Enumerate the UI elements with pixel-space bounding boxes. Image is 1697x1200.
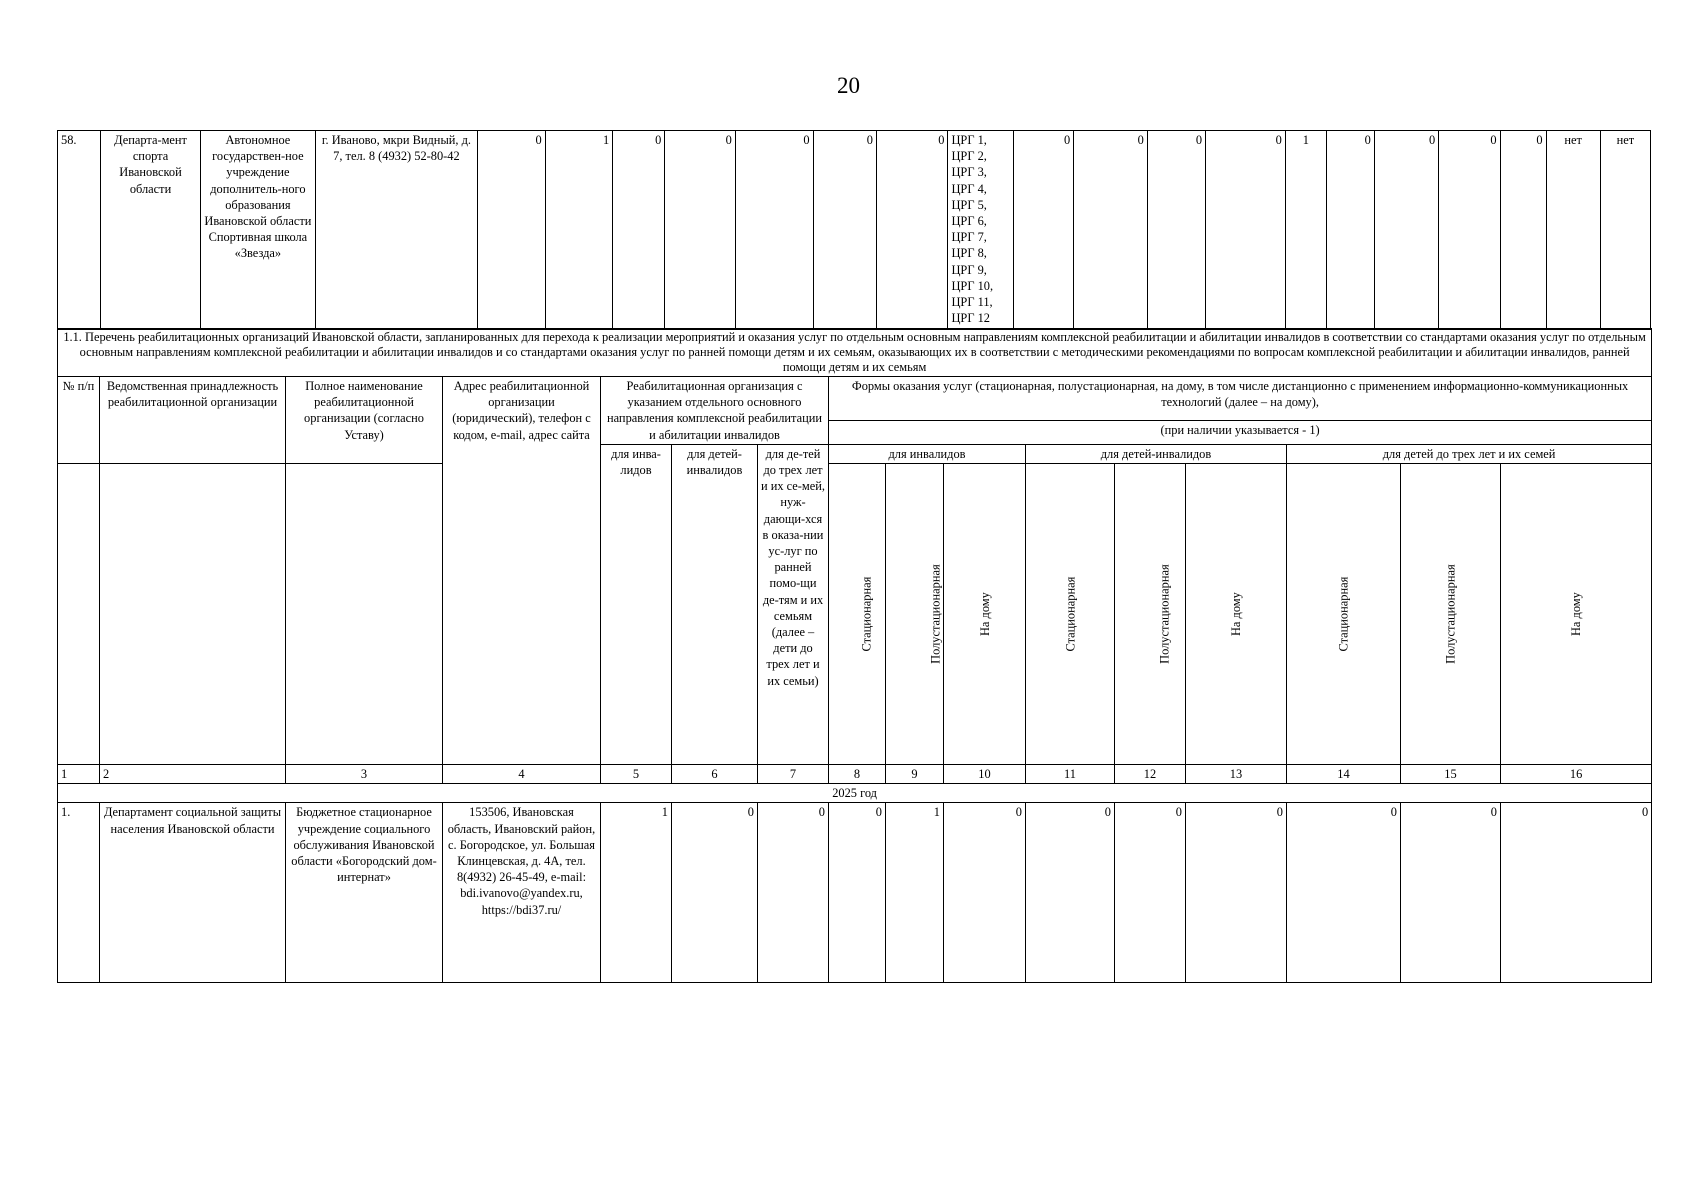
value-cell: 0 [1186,803,1287,983]
continuation-table [57,130,1651,330]
value-cell: 0 [758,803,829,983]
table-row [58,131,1651,330]
column-number: 11 [1026,765,1115,784]
value-cell: 0 [672,803,758,983]
value-cell: 0 [1439,131,1500,330]
value-cell: 0 [1206,131,1286,330]
value-cell: 0 [1147,131,1205,330]
header-organization-name: Полное наименование реабилитационной организации (согласно Уставу) [286,377,443,464]
column-number: 7 [758,765,829,784]
department-cell: Департа-мент спорта Ивановской области [100,131,200,330]
column-number: 8 [829,765,886,784]
organization-name-cell: Автономное государствен-ное учреждение дополнитель-ного образования Ивановской области Спортивная школа «Звезда» [201,131,316,330]
section-caption: 1.1. Перечень реабилитационных организаций Ивановской области, запланированных для перехода к реализации мероприятий и оказания услуг по отдельным основным направлениям комплексной реабилитации и абилитации инвалидов в соответствии со стандартами оказания услуг по отдельным основным направлениям комплексной реабилитации и абилитации инвалидов и со стандартами оказания услуг по ранней помощи детям и их семьям, оказывающих их в соответствии с методическими рекомендациями по вопросам комплексной реабилитации и абилитации инвалидов, ранней помощи детям и их семьям [58,329,1652,377]
column-number: 3 [286,765,443,784]
column-number: 1 [58,765,100,784]
address-cell: г. Иваново, мкри Видный, д. 7, тел. 8 (4932) 52-80-42 [315,131,478,330]
header-at-home: На дому [1186,464,1287,765]
value-cell: 0 [813,131,876,330]
header-department: Ведомственная принадлежность реабилитационной организации [100,377,286,464]
column-number: 15 [1401,765,1501,784]
header-stationary: Стационарная [829,464,886,765]
column-number: 6 [672,765,758,784]
column-number: 12 [1115,765,1186,784]
header-stationary: Стационарная [1287,464,1401,765]
value-cell: 1 [886,803,944,983]
row-number: 58. [58,131,101,330]
value-cell: 1 [1285,131,1326,330]
header-service-forms: Формы оказания услуг (стационарная, полустационарная, на дому, в том числе дистанционно с применением информационно-коммуникационных технологий (далее – на дому), [829,377,1652,421]
header-rehab-organization: Реабилитационная организация с указанием отдельного основного направления комплексной реабилитации и абилитации инвалидов [601,377,829,445]
value-cell: 1 [601,803,672,983]
value-cell: 0 [829,803,886,983]
rehabilitation-organizations-table [57,328,1652,983]
address-cell: 153506, Ивановская область, Ивановский район, с. Богородское, ул. Большая Клинцевская, д. 4А, тел. 8(4932) 26-45-49, e-mail: bdi.ivanovo@yandex.ru, https://bdi37.ru/ [443,803,601,983]
header-col6: для детей-инвалидов [672,444,758,764]
column-number: 2 [100,765,286,784]
column-number: 16 [1501,765,1652,784]
organization-name-cell: Бюджетное стационарное учреждение социального обслуживания Ивановской области «Богородский дом-интернат» [286,803,443,983]
value-cell: 0 [665,131,736,330]
column-number: 13 [1186,765,1287,784]
header-forms-note: (при наличии указывается - 1) [829,420,1652,444]
column-number: 5 [601,765,672,784]
header-semi-stationary: Полустационарная [1401,464,1501,765]
crg-list-cell: ЦРГ 1, ЦРГ 2, ЦРГ 3, ЦРГ 4, ЦРГ 5, ЦРГ 6, ЦРГ 7, ЦРГ 8, ЦРГ 9, ЦРГ 10, ЦРГ 11, ЦРГ 12 [948,131,1013,330]
header-for-under-three: для детей до трех лет и их семей [1287,444,1652,463]
header-at-home: На дому [944,464,1026,765]
year-row: 2025 год [58,784,1652,803]
header-for-disabled-children: для детей-инвалидов [1026,444,1287,463]
table-row [58,803,1652,983]
value-cell: 0 [1500,131,1546,330]
row-number: 1. [58,803,100,983]
header-col5: для инва-лидов [601,444,672,764]
column-number: 4 [443,765,601,784]
value-cell: 0 [1026,803,1115,983]
value-cell: нет [1600,131,1650,330]
header-semi-stationary: Полустационарная [1115,464,1186,765]
department-cell: Департамент социальной защиты населения Ивановской области [100,803,286,983]
value-cell: 0 [1401,803,1501,983]
header-address: Адрес реабилитационной организации (юридический), телефон с кодом, e-mail, адрес сайта [443,377,601,765]
value-cell: 0 [1115,803,1186,983]
value-cell: 0 [613,131,665,330]
value-cell: 1 [545,131,612,330]
header-col7: для де-тей до трех лет и их се-мей, нуж-дающи-хся в оказа-нии ус-луг по ранней помо-щи де-тям и их семьям (далее – дети до трех лет и их семьи) [758,444,829,764]
value-cell: 0 [1287,803,1401,983]
value-cell: нет [1546,131,1600,330]
header-semi-stationary: Полустационарная [886,464,944,765]
header-stationary: Стационарная [1026,464,1115,765]
column-numbers-row [58,765,1652,784]
column-number: 14 [1287,765,1401,784]
column-number: 9 [886,765,944,784]
value-cell: 0 [478,131,545,330]
value-cell: 0 [1013,131,1073,330]
value-cell: 0 [1374,131,1438,330]
value-cell: 0 [1326,131,1374,330]
value-cell: 0 [1074,131,1148,330]
header-at-home: На дому [1501,464,1652,765]
page-number: 20 [837,73,860,98]
header-number: № п/п [58,377,100,464]
value-cell: 0 [1501,803,1652,983]
value-cell: 0 [735,131,813,330]
value-cell: 0 [876,131,948,330]
column-number: 10 [944,765,1026,784]
value-cell: 0 [944,803,1026,983]
header-for-disabled: для инвалидов [829,444,1026,463]
